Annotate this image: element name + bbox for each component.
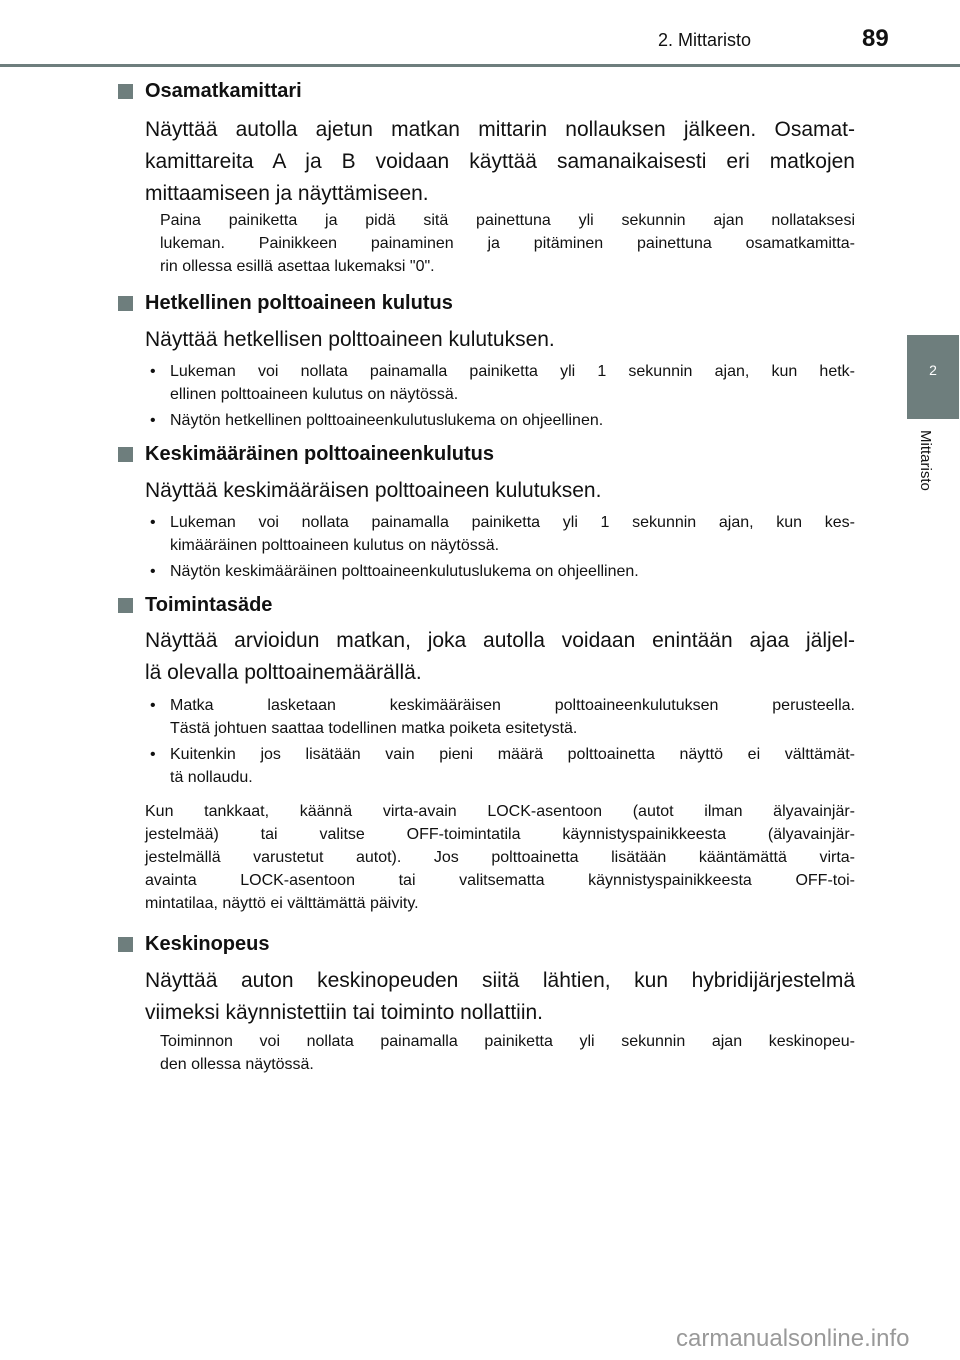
text-line: Kun tankkaat, käännä virta-avain LOCK-asentoon (autot ilman älyavainjär- (145, 803, 855, 820)
text-line: viimeksi käynnistettiin tai toiminto nollattiin. (145, 1001, 543, 1024)
text-line: mittaamiseen ja näyttämiseen. (145, 182, 429, 205)
header-divider (0, 64, 960, 67)
section-heading (118, 443, 494, 466)
section-paragraph (145, 800, 855, 915)
section-heading-text: Osamatkamittari (145, 80, 302, 102)
bullet-body (150, 743, 855, 789)
page-number: 89 (862, 25, 889, 52)
section-heading-text: Toimintasäde (145, 594, 273, 616)
bullet-dot-icon: • (150, 514, 156, 531)
text-line: Näytön hetkellinen polttoaineenkulutuslukema on ohjeellinen. (170, 412, 604, 429)
bullet-dot-icon: • (150, 563, 156, 580)
watermark: carmanualsonline.info (676, 1325, 910, 1352)
text-line: Kuitenkin jos lisätään vain pieni määrä polttoainetta näyttö ei välttämät- (170, 746, 855, 763)
section-heading-text: Keskinopeus (145, 933, 270, 955)
text-line: Näyttää keskimääräisen polttoaineen kulutuksen. (145, 479, 602, 502)
text-line: Paina painiketta ja pidä sitä painettuna yli sekunnin ajan nollataksesi (160, 212, 855, 229)
section-intro (145, 475, 855, 507)
section-intro (145, 114, 855, 210)
section-heading (118, 80, 302, 103)
text-line: rin ollessa esillä asettaa lukemaksi "0". (160, 258, 435, 275)
bullet-body (150, 360, 855, 406)
text-line: kamittareita A ja B voidaan käyttää samanaikaisesti eri matkojen (145, 150, 855, 173)
text-line: mintatilaa, näyttö ei välttämättä päivity. (145, 895, 419, 912)
square-bullet-icon (118, 598, 133, 613)
bullet-body (150, 511, 855, 557)
text-line: Lukeman voi nollata painamalla painiketta yli 1 sekunnin ajan, kun hetk- (170, 363, 855, 380)
text-line: Toiminnon voi nollata painamalla painiketta yli sekunnin ajan keskinopeu- (160, 1033, 855, 1050)
text-line: avainta LOCK-asentoon tai valitsematta käynnistyspainikkeesta OFF-toi- (145, 872, 855, 889)
bullet-dot-icon: • (150, 697, 156, 714)
bullet-body (150, 560, 855, 583)
text-line: Näyttää arvioidun matkan, joka autolla voidaan enintään ajaa jäljel- (145, 629, 855, 652)
section-heading (118, 594, 272, 617)
text-line: Matka lasketaan keskimääräisen polttoaineenkulutuksen perusteella. (170, 697, 855, 714)
bullet-item (150, 694, 855, 740)
bullet-item (150, 560, 855, 583)
bullet-dot-icon: • (150, 746, 156, 763)
section-heading-text: Hetkellinen polttoaineen kulutus (145, 292, 453, 314)
chapter-tab: 2 (907, 335, 959, 419)
bullet-body (150, 694, 855, 740)
square-bullet-icon (118, 447, 133, 462)
text-line: lukeman. Painikkeen painaminen ja pitäminen painettuna osamatkamitta- (160, 235, 855, 252)
bullet-item (150, 511, 855, 557)
section-note (160, 1030, 855, 1076)
text-line: jestelmällä varustetut autot). Jos polttoainetta lisätään kääntämättä virta- (145, 849, 855, 866)
bullet-dot-icon: • (150, 412, 156, 429)
chapter-tab-label: Mittaristo (917, 430, 934, 491)
square-bullet-icon (118, 84, 133, 99)
section-heading (118, 933, 269, 956)
text-line: jestelmää) tai valitse OFF-toimintatila käynnistyspainikkeesta (älyavainjär- (145, 826, 855, 843)
text-line: Näyttää hetkellisen polttoaineen kulutuksen. (145, 328, 555, 351)
square-bullet-icon (118, 296, 133, 311)
header-section-title: 2. Mittaristo (658, 30, 752, 50)
bullet-item (150, 409, 855, 432)
text-line: Näyttää autolla ajetun matkan mittarin nollauksen jälkeen. Osamat- (145, 118, 855, 141)
text-line: den ollessa näytössä. (160, 1056, 314, 1073)
section-heading (118, 292, 453, 315)
square-bullet-icon (118, 937, 133, 952)
section-heading-text: Keskimääräinen polttoaineenkulutus (145, 443, 494, 465)
section-intro (145, 324, 855, 356)
section-intro (145, 965, 855, 1029)
text-line: kimääräinen polttoaineen kulutus on näytössä. (170, 537, 500, 554)
bullet-dot-icon: • (150, 363, 156, 380)
section-intro (145, 625, 855, 689)
bullet-item (150, 743, 855, 789)
text-line: tä nollaudu. (170, 769, 253, 786)
text-line: ellinen polttoaineen kulutus on näytössä. (170, 386, 459, 403)
bullet-body (150, 409, 855, 432)
bullet-item (150, 360, 855, 406)
text-line: Lukeman voi nollata painamalla painiketta yli 1 sekunnin ajan, kun kes- (170, 514, 855, 531)
text-line: Näyttää auton keskinopeuden siitä lähtien, kun hybridijärjestelmä (145, 969, 855, 992)
text-line: lä olevalla polttoainemäärällä. (145, 661, 422, 684)
text-line: Tästä johtuen saattaa todellinen matka poiketa esitetystä. (170, 720, 578, 737)
section-note (160, 209, 855, 278)
text-line: Näytön keskimääräinen polttoaineenkulutuslukema on ohjeellinen. (170, 563, 639, 580)
